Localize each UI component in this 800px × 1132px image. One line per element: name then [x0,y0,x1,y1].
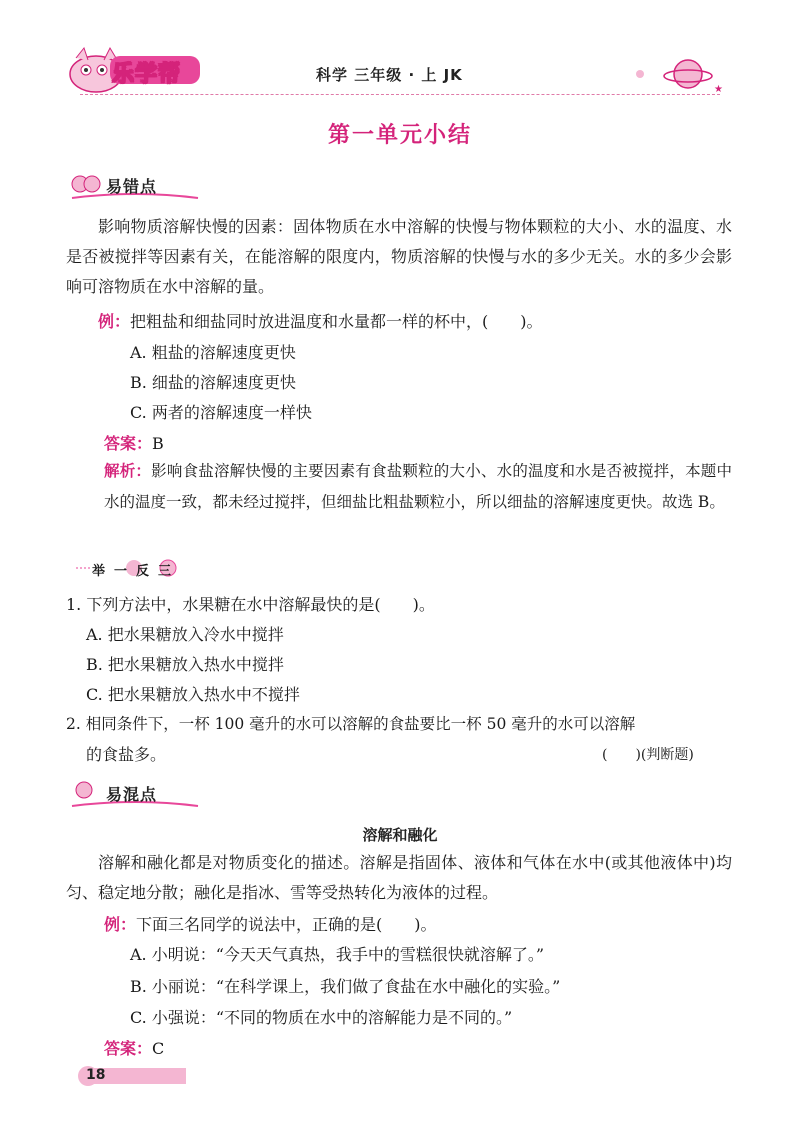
analysis-label: 解析： [104,462,152,480]
practice-char-3: 反 [136,564,159,579]
option-a: A. 小明说：“今天天气真热，我手中的雪糕很快就溶解了。” [130,945,545,964]
section-tag-errors [66,168,206,204]
answer-value: B [152,434,164,453]
practice-question-2: 2. 相同条件下，一杯 100 毫升的水可以溶解的食盐要比一杯 50 毫升的水可以溶解 [66,715,636,733]
example-question: 把粗盐和细盐同时放进温度和水量都一样的杯中，( )。 [130,312,543,331]
example-label: 例： [98,312,131,331]
practice-question-2-cont: 的食盐多。 [86,745,167,764]
svg-text:★: ★ [714,84,723,95]
section-tag-confusions [66,776,206,812]
section2-intro: 溶解和融化都是对物质变化的描述。溶解是指固体、液体和气体在水中(或其他液体中)均匀、稳定地分散；融化是指冰、雪等受热转化为液体的过程。 [66,853,732,902]
q1-option-a: A. 把水果糖放入冷水中搅拌 [86,625,284,644]
planet-icon [630,52,723,98]
judgement-blank: ( )(判断题) [602,747,694,763]
practice-label [92,560,180,579]
subheading: 溶解和融化 [362,826,438,844]
practice-char-2: 一 [114,564,137,579]
analysis-text: 影响食盐溶解快慢的主要因素有食盐颗粒的大小、水的温度和水是否被搅拌，本题中水的温度一致，都未经过搅拌，但细盐比粗盐颗粒小，所以细盐的溶解速度更快。故选 B。 [104,462,732,511]
example-question: 下面三名同学的说法中，正确的是( )。 [136,915,437,934]
analysis-block [104,456,732,518]
answer-row [104,1036,164,1059]
answer-label: 答案： [104,1039,153,1058]
q1-option-b: B. 把水果糖放入热水中搅拌 [86,655,284,674]
answer-label: 答案： [104,434,153,453]
option-b: B. 小丽说：“在科学课上，我们做了食盐在水中融化的实验。” [130,977,561,996]
page-title: 第一单元小结 [327,123,472,148]
example-row [104,912,437,935]
answer-row [104,431,164,454]
header-subject: 科学 三年级 · 上 JK [316,66,463,84]
section-label: 易错点 [106,177,158,196]
practice-char-4: 三 [158,564,181,579]
q1-option-c: C. 把水果糖放入热水中不搅拌 [86,685,300,704]
option-c: C. 两者的溶解速度一样快 [130,403,312,422]
practice-question-1: 1. 下列方法中，水果糖在水中溶解最快的是( )。 [66,595,435,614]
header-divider [80,94,720,95]
section1-intro: 影响物质溶解快慢的因素：固体物质在水中溶解的快慢与物体颗粒的大小、水的温度、水是否被搅拌等因素有关，在能溶解的限度内，物质溶解的快慢与水的多少无关。水的多少会影响可溶物质在水中溶解的量。 [66,217,732,296]
page-number: 18 [86,1067,106,1083]
answer-value: C [152,1039,165,1058]
section-label: 易混点 [106,785,158,804]
example-row [98,309,543,332]
example-label: 例： [104,915,137,934]
option-a: A. 粗盐的溶解速度更快 [130,343,296,362]
option-b: B. 细盐的溶解速度更快 [130,373,296,392]
practice-char-1: 举 [92,564,115,579]
option-c: C. 小强说：“不同的物质在水中的溶解能力是不同的。” [130,1008,513,1027]
brand-name: 乐学帮 [112,62,182,87]
